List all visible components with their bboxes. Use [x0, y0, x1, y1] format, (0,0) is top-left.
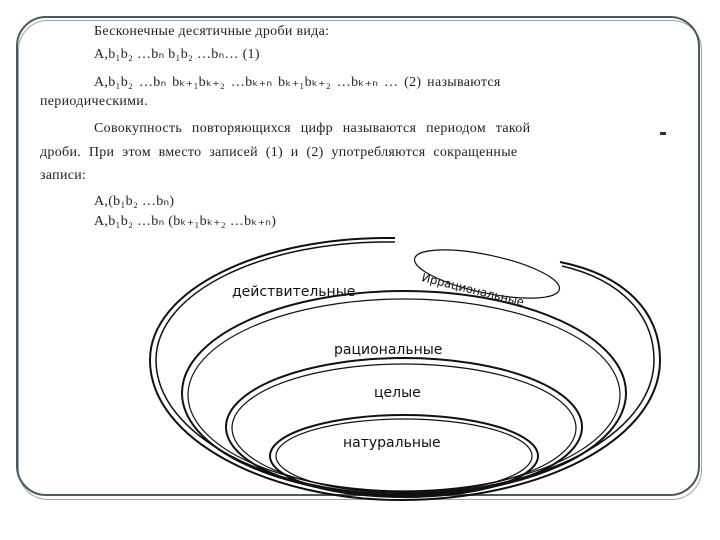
natural-ellipse	[270, 415, 538, 497]
natural-ellipse-inner	[276, 419, 532, 493]
real-label: действительные	[232, 284, 356, 300]
rational-label: рациональные	[334, 342, 443, 358]
natural-label: натуральные	[343, 435, 441, 451]
short-notation-2: A,b₁b₂ …bₙ (bₖ₊₁bₖ₊₂ …bₖ₊ₙ)	[94, 214, 277, 229]
integer-ellipse-inner	[232, 364, 576, 492]
paragraph-2-line-3: записи:	[40, 168, 87, 183]
irrational-label: Иррациональные	[420, 270, 526, 310]
document-heading: Бесконечные десятичные дроби вида:	[94, 24, 330, 39]
formula-1: A,b₁b₂ …bₙ b₁b₂ …bₙ… (1)	[94, 47, 260, 62]
short-notation-1: A,(b₁b₂ …bₙ)	[94, 194, 175, 209]
paragraph-2-line-2: дроби. При этом вместо записей (1) и (2) употребляются сокращенные	[40, 145, 518, 160]
paragraph-2-line-1: Совокупность повторяющихся цифр называются периодом такой	[94, 121, 531, 136]
real-numbers-ellipse	[150, 238, 660, 500]
formula-2: A,b₁b₂ …bₙ bₖ₊₁bₖ₊₂ …bₖ₊ₙ bₖ₊₁bₖ₊₂ …bₖ₊ₙ … (2) называются	[94, 75, 501, 90]
integer-label: целые	[374, 385, 421, 401]
paragraph-1-continuation: периодическими.	[40, 94, 148, 109]
integer-ellipse	[226, 358, 582, 496]
